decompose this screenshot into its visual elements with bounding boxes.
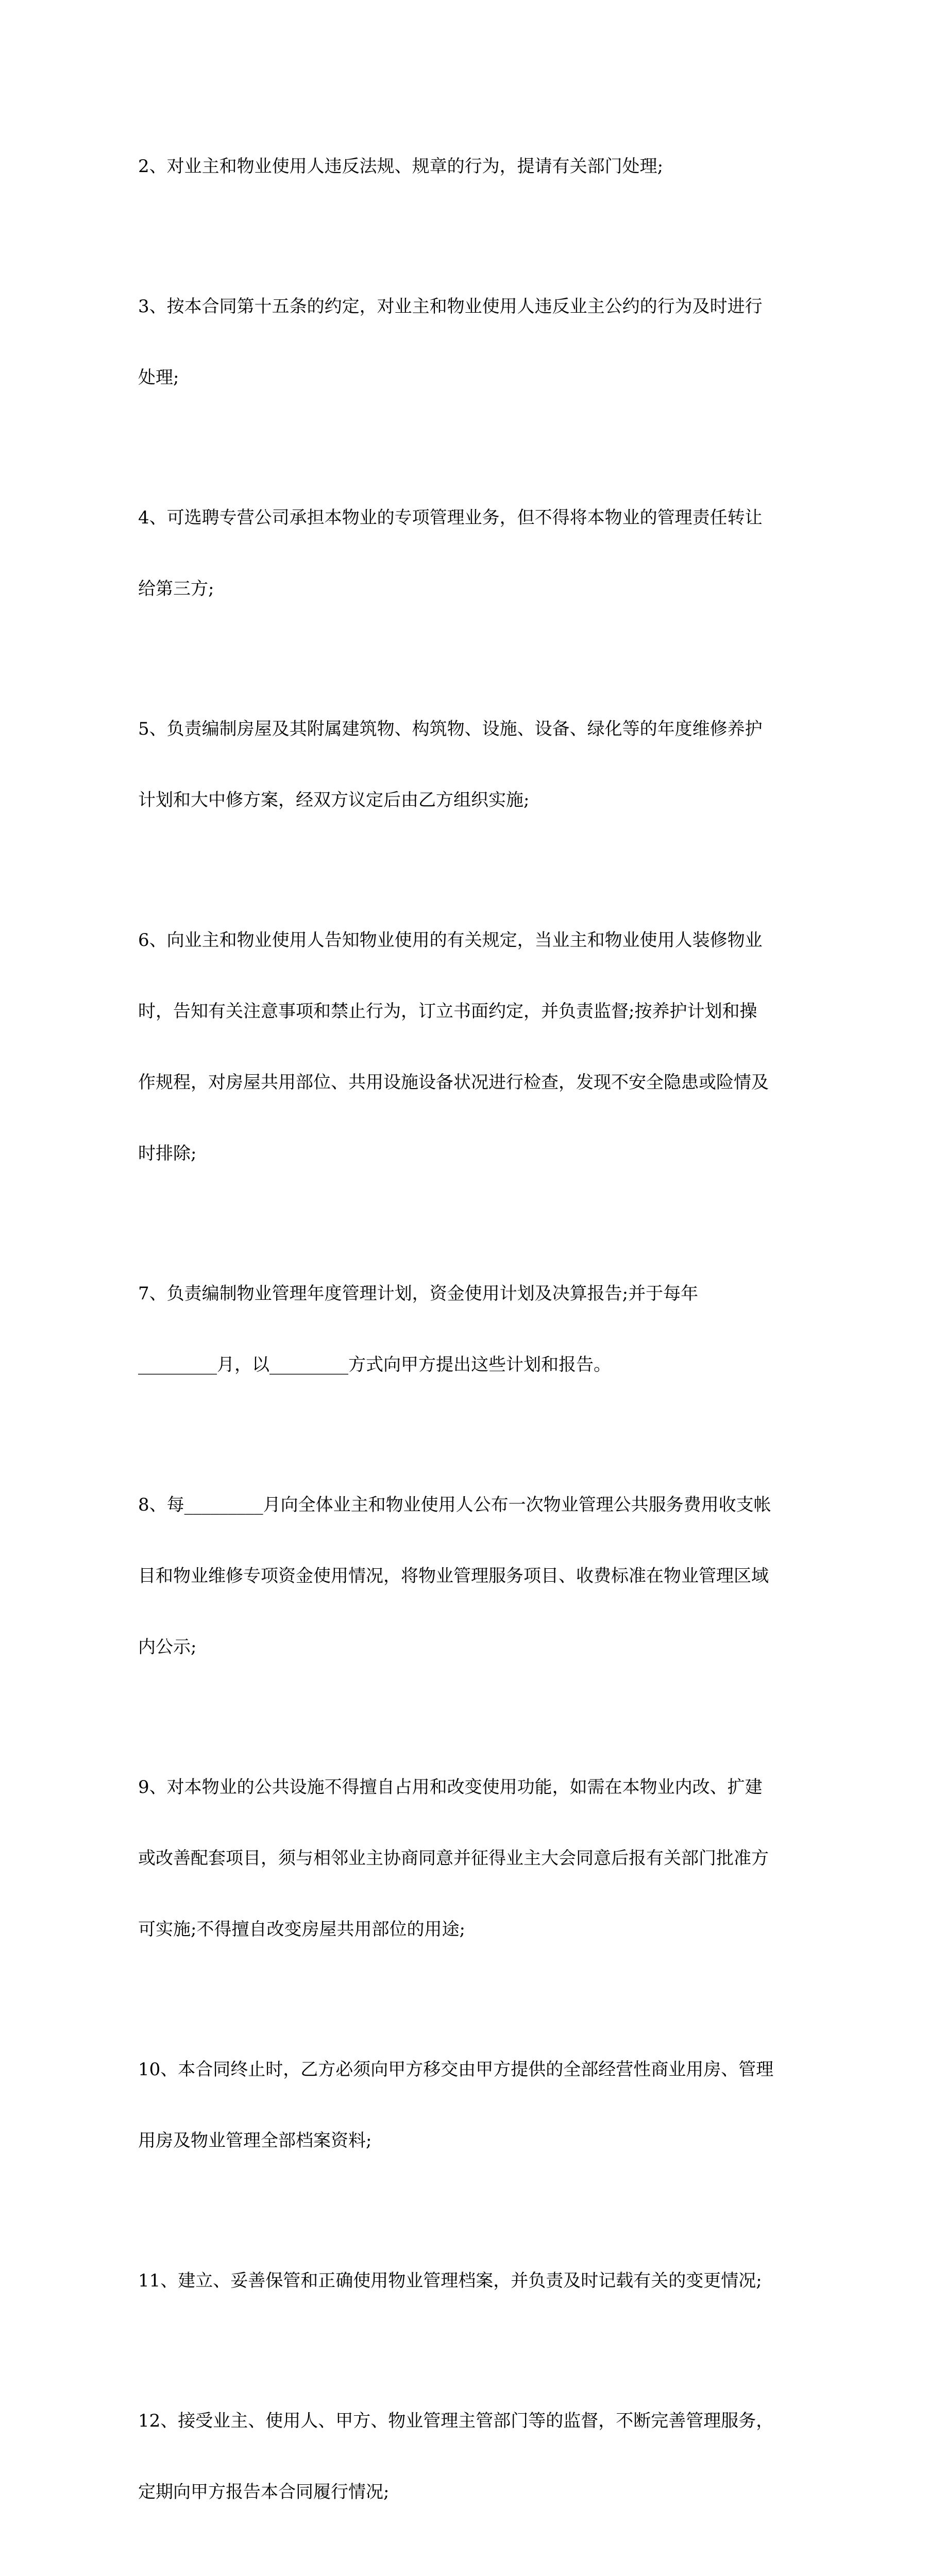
- text-line: 给第三方;: [138, 579, 214, 599]
- text-line: _________月，以_________方式向甲方提出这些计划和报告。: [138, 1354, 611, 1375]
- text-line: 9、对本物业的公共设施不得擅自占用和改变使用功能，如需在本物业内改、扩建: [138, 1777, 763, 1798]
- clause-8: [138, 1446, 808, 1706]
- text-line: 或改善配套项目，须与相邻业主协商同意并征得业主大会同意后报有关部门批准方: [138, 1848, 769, 1869]
- text-line: 4、可选聘专营公司承担本物业的专项管理业务，但不得将本物业的管理责任转让: [138, 507, 763, 528]
- clause-9: [138, 1728, 808, 1989]
- clause-5: [138, 670, 808, 859]
- clause-6: [138, 881, 808, 1213]
- text-line: 2、对业主和物业使用人违反法规、规章的行为，提请有关部门处理;: [138, 156, 664, 177]
- text-line: 目和物业维修专项资金使用情况，将物业管理服务项目、收费标准在物业管理区域: [138, 1566, 769, 1586]
- clause-12: [138, 2362, 808, 2551]
- text-line: 7、负责编制物业管理年度管理计划，资金使用计划及决算报告;并于每年: [138, 1283, 699, 1304]
- clause-7: [138, 1234, 808, 1424]
- text-line: 11、建立、妥善保管和正确使用物业管理档案，并负责及时记载有关的变更情况;: [138, 2270, 762, 2291]
- text-line: 6、向业主和物业使用人告知物业使用的有关规定，当业主和物业使用人装修物业: [138, 930, 763, 951]
- text-line: 可实施;不得擅自改变房屋共用部位的用途;: [138, 1919, 465, 1940]
- text-line: 5、负责编制房屋及其附属建筑物、构筑物、设施、设备、绿化等的年度维修养护: [138, 719, 763, 739]
- text-line: 定期向甲方报告本合同履行情况;: [138, 2482, 390, 2502]
- text-line: 12、接受业主、使用人、甲方、物业管理主管部门等的监督，不断完善管理服务，: [138, 2411, 774, 2431]
- text-line: 处理;: [138, 367, 179, 388]
- text-line: 作规程，对房屋共用部位、共用设施设备状况进行检查，发现不安全隐患或险情及: [138, 1072, 769, 1093]
- text-line: 内公示;: [138, 1637, 197, 1657]
- clause-3: [138, 247, 808, 437]
- text-line: 8、每_________月向全体业主和物业使用人公布一次物业管理公共服务费用收支帐: [138, 1495, 771, 1515]
- text-line: 10、本合同终止时，乙方必须向甲方移交由甲方提供的全部经营性商业用房、管理: [138, 2059, 774, 2080]
- clause-13: [138, 2573, 808, 2576]
- clause-11: [138, 2222, 808, 2340]
- clause-2: [138, 107, 808, 226]
- text-line: 计划和大中修方案，经双方议定后由乙方组织实施;: [138, 790, 530, 810]
- text-line: 时排除;: [138, 1143, 197, 1164]
- clause-10: [138, 2010, 808, 2200]
- text-line: 用房及物业管理全部档案资料;: [138, 2130, 372, 2151]
- text-line: 3、按本合同第十五条的约定，对业主和物业使用人违反业主公约的行为及时进行: [138, 296, 763, 317]
- clause-4: [138, 459, 808, 648]
- text-line: 时，告知有关注意事项和禁止行为，订立书面约定，并负责监督;按养护计划和操: [138, 1001, 757, 1022]
- document-body: [138, 107, 808, 2576]
